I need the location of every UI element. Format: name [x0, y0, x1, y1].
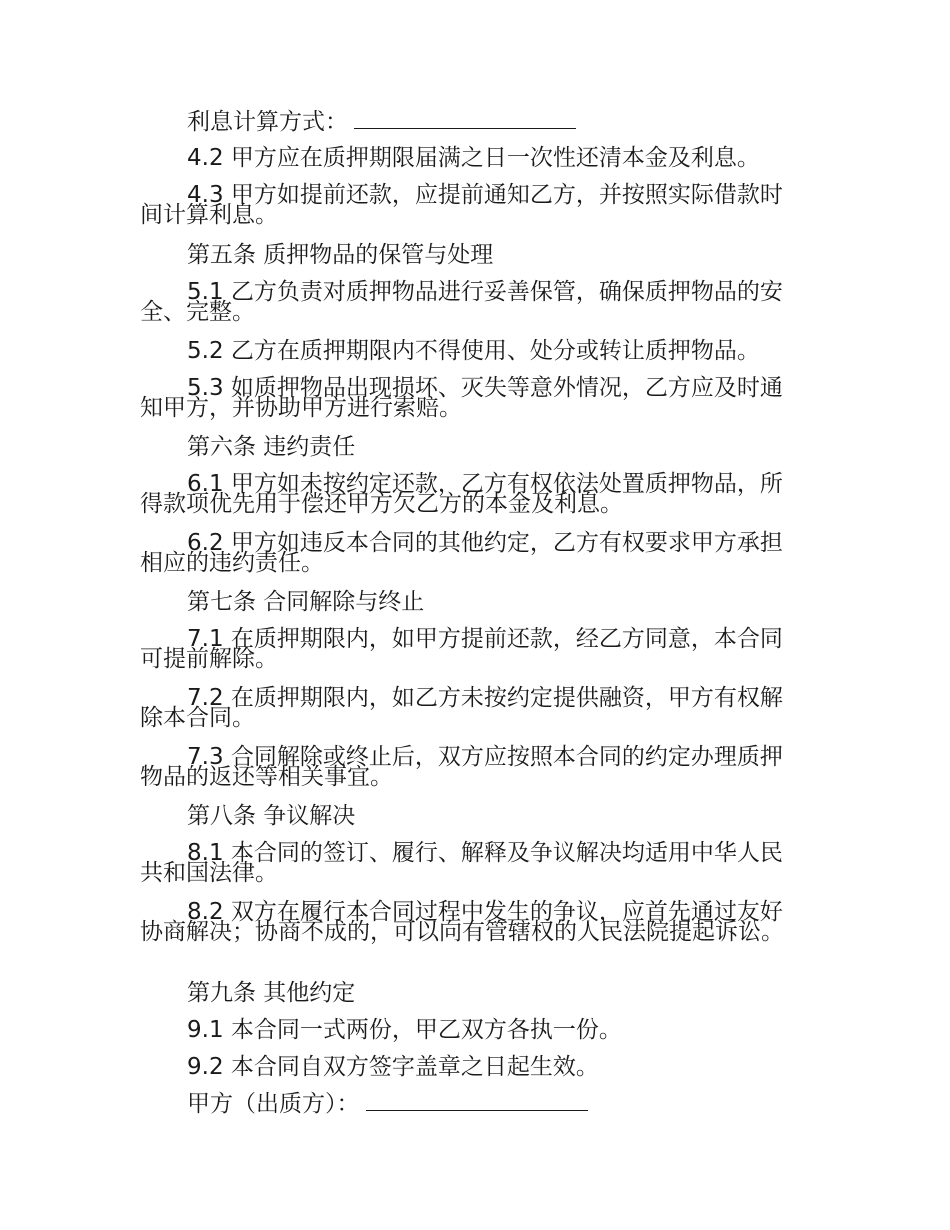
paragraph-text: 甲方（出质方）：: [187, 1091, 360, 1117]
clause-8-1: 8.1 本合同的签订、履行、解释及争议解决均适用中华人民共和国法律。: [140, 840, 783, 886]
paragraph-text: 利息计算方式：: [187, 109, 348, 135]
clause-6-2: 6.2 甲方如违反本合同的其他约定，乙方有权要求甲方承担相应的违约责任。: [140, 530, 783, 576]
clause-9-2: 9.2 本合同自双方签字盖章之日起生效。: [187, 1054, 599, 1080]
article-8-heading: 第八条 争议解决: [187, 803, 356, 829]
fill-in-blank: [354, 112, 576, 129]
clause-4-3: 4.3 甲方如提前还款，应提前通知乙方，并按照实际借款时间计算利息。: [140, 182, 783, 228]
clause-5-2: 5.2 乙方在质押期限内不得使用、处分或转让质押物品。: [187, 338, 760, 364]
clause-7-3: 7.3 合同解除或终止后，双方应按照本合同的约定办理质押物品的返还等相关事宜。: [140, 744, 783, 790]
clause-7-2: 7.2 在质押期限内，如乙方未按约定提供融资，甲方有权解除本合同。: [140, 685, 783, 731]
clause-8-2: 8.2 双方在履行本合同过程中发生的争议，应首先通过友好协商解决；协商不成的，可以向有管辖权的人民法院提起诉讼。: [140, 899, 784, 945]
clause-4-2: 4.2 甲方应在质押期限届满之日一次性还清本金及利息。: [187, 145, 760, 171]
clause-9-1: 9.1 本合同一式两份，甲乙双方各执一份。: [187, 1017, 622, 1043]
interest-calc-line: [140, 109, 805, 135]
fill-in-blank: [366, 1094, 588, 1111]
clause-7-1: 7.1 在质押期限内，如甲方提前还款，经乙方同意，本合同可提前解除。: [140, 626, 783, 672]
article-5-heading: 第五条 质押物品的保管与处理: [187, 242, 494, 268]
clause-5-3: 5.3 如质押物品出现损坏、灭失等意外情况，乙方应及时通知甲方，并协助甲方进行索赔。: [140, 375, 783, 421]
article-7-heading: 第七条 合同解除与终止: [187, 589, 425, 615]
party-a-signature-line: [140, 1091, 805, 1117]
clause-6-1: 6.1 甲方如未按约定还款，乙方有权依法处置质押物品，所得款项优先用于偿还甲方欠乙方的本金及利息。: [140, 471, 783, 517]
clause-5-1: 5.1 乙方负责对质押物品进行妥善保管，确保质押物品的安全、完整。: [140, 279, 783, 325]
article-6-heading: 第六条 违约责任: [187, 434, 356, 460]
article-9-heading: 第九条 其他约定: [187, 980, 356, 1006]
